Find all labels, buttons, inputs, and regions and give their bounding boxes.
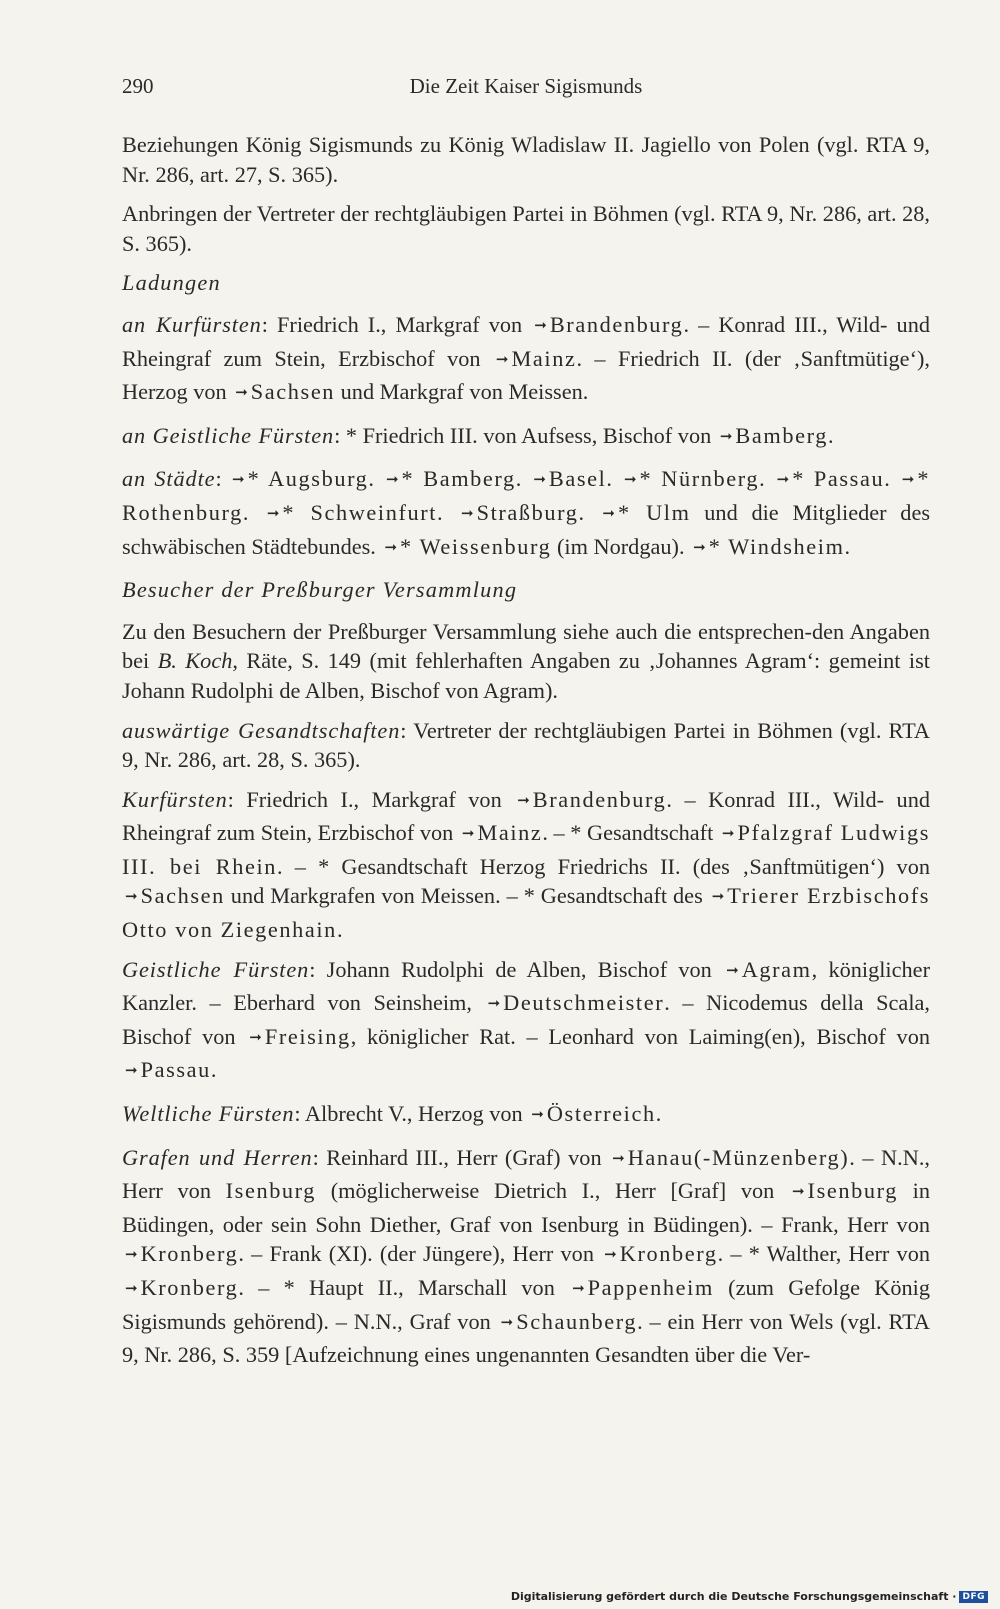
entry-text: .	[336, 917, 343, 943]
entry-text: , königlicher Kanzler. – Eberhard von Seinsheim,	[122, 956, 930, 1016]
section-heading-ladungen: Ladungen	[122, 270, 221, 296]
place-name: Freising	[264, 1023, 351, 1049]
right-arrow-icon: ➞	[534, 317, 547, 334]
right-arrow-icon: ➞	[125, 1247, 138, 1264]
paragraph-petition: Anbringen der Vertreter der rechtgläubigen Partei in Böhmen (vgl. RTA 9, Nr. 286, art. 28, S. 365).	[122, 201, 930, 256]
funding-footer	[511, 1590, 988, 1603]
place-name: Mainz	[477, 820, 543, 846]
entry-an-staedte	[122, 464, 930, 565]
entry-an-geistliche-fuersten	[122, 421, 930, 455]
entry-text: . – Nicodemus della Scala, Bischof von	[122, 990, 930, 1049]
entry-text: (zum Gefolge König Sigismunds gehörend). – N.N., Graf von	[122, 1275, 931, 1334]
place-name: Isenburg	[807, 1178, 898, 1204]
place-name: Sachsen	[140, 883, 225, 909]
place-name: Isenburg	[225, 1178, 317, 1204]
entry-text: , Räte, S. 149 (mit fehlerhaften Angaben zu ‚Johannes Agram‘: gemeint ist Johann Rudolphi de Alben, Bischof von Agram).	[122, 648, 930, 703]
entry-grafen-und-herren	[122, 1143, 930, 1370]
place-name: * Bamberg.	[401, 466, 523, 492]
right-arrow-icon: ➞	[623, 472, 637, 489]
entry-text: (im Nordgau).	[556, 533, 685, 559]
place-name: Hanau(-Münzenberg)	[627, 1144, 850, 1170]
entry-text: . – * Gesandtschaft Herzog Friedrichs II. (des ‚Sanftmütigen‘) von	[277, 853, 930, 879]
place-name: Deutschmeister	[503, 990, 665, 1016]
entry-text: . – Konrad III., Wild- und Rheingraf zum Stein, Erzbischof von	[122, 786, 931, 846]
entry-text: und Markgraf von Meissen.	[340, 379, 589, 405]
entry-text: . – Frank (XI). (der Jüngere), Herr von	[238, 1241, 594, 1267]
entry-text: : Vertreter der rechtgläubigen Partei in Böhmen (vgl. RTA 9, Nr. 286, art. 28, S. 365).	[122, 717, 931, 773]
right-arrow-icon: ➞	[125, 889, 138, 906]
place-name: Passau	[140, 1057, 211, 1083]
right-arrow-icon: ➞	[776, 472, 790, 489]
place-name: * Weissenburg	[400, 533, 552, 559]
right-arrow-icon: ➞	[693, 539, 706, 556]
entry-text: Zu den Besuchern der Preßburger Versammlung siehe auch die entsprechen-den Angaben bei	[122, 618, 930, 674]
right-arrow-icon: ➞	[517, 792, 530, 809]
funding-notice: Digitalisierung gefördert durch die Deutsche Forschungsgemeinschaft ·	[510, 1590, 957, 1603]
entry-text: : Reinhard III., Herr (Graf) von	[312, 1144, 602, 1170]
entry-text: . – * Gesandtschaft	[542, 820, 714, 846]
entry-label: Grafen und Herren	[122, 1144, 313, 1170]
entry-text: (möglicherweise Dietrich I., Herr [Graf] von	[330, 1178, 775, 1204]
running-title: Die Zeit Kaiser Sigismunds	[409, 74, 643, 98]
place-name: Kronberg	[140, 1241, 239, 1267]
entry-text: und die Mitglieder des schwäbischen Städtebundes.	[122, 499, 931, 559]
entry-label: Geistliche Fürsten	[122, 956, 310, 982]
entry-text: : Albrecht V., Herzog von	[294, 1101, 523, 1127]
section-heading-besucher: Besucher der Preßburger Versammlung	[122, 577, 518, 603]
right-arrow-icon: ➞	[531, 1107, 544, 1124]
place-name: Pappenheim	[587, 1275, 714, 1300]
entry-text: . – * Haupt II., Marschall von	[238, 1275, 555, 1300]
entry-label: an Kurfürsten	[122, 311, 262, 337]
entry-text: .	[827, 422, 834, 448]
entry-text: .	[655, 1101, 662, 1127]
entry-text: . – N.N., Herr von	[122, 1144, 930, 1204]
place-name: Kronberg	[140, 1275, 239, 1300]
right-arrow-icon: ➞	[719, 428, 733, 445]
place-name: Bamberg	[735, 422, 828, 448]
entry-text: . – ein Herr von Wels (vgl. RTA 9, Nr. 286, S. 359 [Aufzeichnung eines ungenannten Gesandten über die Ver-	[122, 1308, 930, 1368]
entry-text: .	[210, 1057, 217, 1083]
place-name: Kronberg	[619, 1241, 718, 1267]
entry-text: : Friedrich I., Markgraf von	[227, 786, 502, 812]
place-name: Straßburg.	[476, 499, 586, 525]
place-name: Sachsen	[250, 379, 336, 405]
place-name: Trierer Erzbischofs Otto von Ziegenhain	[122, 883, 930, 943]
place-name: Brandenburg	[549, 311, 684, 337]
right-arrow-icon: ➞	[125, 1063, 138, 1080]
place-name: Österreich	[546, 1101, 656, 1127]
entry-text: , königlicher Rat. – Leonhard von Laiming(en), Bischof von	[350, 1023, 930, 1049]
page-body	[122, 130, 930, 1380]
right-arrow-icon: ➞	[711, 889, 725, 906]
paragraph-besucher	[122, 617, 930, 706]
entry-text: . – Konrad III., Wild- und Rheingraf zum Stein, Erzbischof von	[122, 311, 930, 371]
entry-text: : Johann Rudolphi de Alben, Bischof von	[309, 956, 712, 982]
right-arrow-icon: ➞	[384, 539, 398, 556]
dfg-logo: DFG	[959, 1591, 988, 1603]
place-name: Schaunberg	[516, 1308, 638, 1334]
entry-label: an Geistliche Fürsten	[122, 422, 335, 448]
right-arrow-icon: ➞	[533, 472, 546, 489]
place-name: * Rothenburg.	[122, 466, 931, 525]
place-name: Brandenburg	[532, 786, 667, 812]
place-name: Pfalzgraf Ludwigs III. bei Rhein	[122, 820, 930, 879]
entry-text: . – Friedrich II. (der ‚Sanftmütige‘), Herzog von	[122, 345, 931, 405]
entry-auswaertige-gesandtschaften	[122, 716, 930, 775]
right-arrow-icon: ➞	[461, 826, 475, 843]
page-number: 290	[122, 74, 154, 98]
place-name: Basel.	[548, 466, 614, 492]
place-name: * Windsheim.	[708, 533, 852, 559]
right-arrow-icon: ➞	[791, 1184, 805, 1201]
right-arrow-icon: ➞	[125, 1281, 138, 1297]
entry-text: :	[215, 466, 222, 492]
entry-text: : Friedrich I., Markgraf von	[261, 311, 523, 337]
entry-geistliche-fuersten	[122, 955, 930, 1089]
entry-weltliche-fuersten	[122, 1099, 930, 1133]
right-arrow-icon: ➞	[495, 351, 509, 368]
right-arrow-icon: ➞	[901, 472, 915, 489]
right-arrow-icon: ➞	[572, 1281, 585, 1297]
place-name: Mainz	[511, 345, 577, 371]
page-header	[122, 74, 930, 104]
author-name: B. Koch	[157, 648, 233, 674]
right-arrow-icon: ➞	[249, 1029, 262, 1046]
entry-label: an Städte	[122, 466, 216, 492]
right-arrow-icon: ➞	[726, 962, 739, 979]
right-arrow-icon: ➞	[266, 505, 280, 522]
entry-text: . – * Walther, Herr von	[717, 1241, 930, 1267]
place-name: * Nürnberg.	[639, 466, 767, 492]
place-name: * Ulm	[618, 499, 691, 525]
entry-kurfuersten	[122, 785, 930, 945]
right-arrow-icon: ➞	[235, 385, 248, 402]
entry-text: in Büdingen, oder sein Sohn Diether, Graf von Isenburg in Büdingen). – Frank, Herr von	[122, 1178, 930, 1237]
paragraph-relations: Beziehungen König Sigismunds zu König Wladislaw II. Jagiello von Polen (vgl. RTA 9, Nr. 286, art. 27, S. 365).	[122, 132, 930, 187]
entry-label: Weltliche Fürsten	[122, 1101, 295, 1127]
right-arrow-icon: ➞	[602, 505, 615, 522]
right-arrow-icon: ➞	[604, 1247, 617, 1264]
entry-label: auswärtige Gesandtschaften	[122, 717, 401, 743]
place-name: Agram	[741, 956, 812, 982]
right-arrow-icon: ➞	[487, 996, 501, 1013]
right-arrow-icon: ➞	[500, 1314, 514, 1331]
entry-text: und Markgrafen von Meissen. – * Gesandtschaft des	[230, 883, 703, 909]
right-arrow-icon: ➞	[232, 472, 245, 489]
place-name: * Augsburg.	[247, 466, 376, 492]
entry-text: : * Friedrich III. von Aufsess, Bischof von	[334, 422, 712, 448]
right-arrow-icon: ➞	[612, 1150, 625, 1167]
right-arrow-icon: ➞	[385, 472, 399, 489]
entry-an-kurfuersten	[122, 310, 930, 411]
entry-label: Kurfürsten	[122, 786, 228, 812]
right-arrow-icon: ➞	[721, 826, 735, 843]
place-name: * Passau.	[792, 466, 892, 492]
right-arrow-icon: ➞	[460, 505, 474, 522]
place-name: * Schweinfurt.	[282, 499, 445, 525]
